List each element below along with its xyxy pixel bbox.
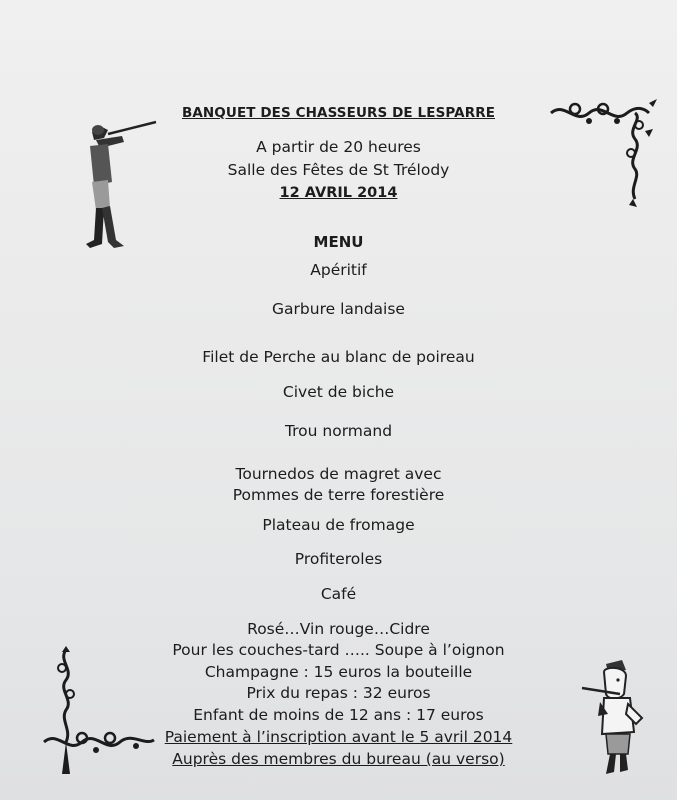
meal-price: Prix du repas : 32 euros <box>246 684 431 702</box>
menu-item: Pommes de terre forestière <box>232 486 445 504</box>
child-price: Enfant de moins de 12 ans : 17 euros <box>193 706 484 724</box>
menu-item: Filet de Perche au blanc de poireau <box>202 348 475 366</box>
menu-item: Tournedos de magret avec <box>235 465 442 483</box>
drinks-line: Rosé…Vin rouge…Cidre <box>247 620 430 638</box>
menu-item: Civet de biche <box>282 383 395 401</box>
menu-item: Profiteroles <box>294 550 383 568</box>
menu-item: Plateau de fromage <box>262 516 415 534</box>
contact-note: Auprès des membres du bureau (au verso) <box>172 750 505 768</box>
menu-item: Trou normand <box>284 422 393 440</box>
event-date: 12 AVRIL 2014 <box>279 185 398 201</box>
event-time: A partir de 20 heures <box>256 138 421 156</box>
late-night-line: Pour les couches-tard ….. Soupe à l’oignon <box>172 641 505 659</box>
menu-item: Café <box>320 585 357 603</box>
event-title: BANQUET DES CHASSEURS DE LESPARRE <box>181 105 496 121</box>
menu-heading: MENU <box>313 233 364 251</box>
event-venue: Salle des Fêtes de St Trélody <box>227 161 450 179</box>
hunter-aiming-icon <box>78 112 160 252</box>
menu-item: Apéritif <box>310 261 367 279</box>
menu-item: Garbure landaise <box>272 300 405 318</box>
champagne-price: Champagne : 15 euros la bouteille <box>204 663 473 681</box>
payment-note: Paiement à l’inscription avant le 5 avril 2014 <box>164 728 513 746</box>
